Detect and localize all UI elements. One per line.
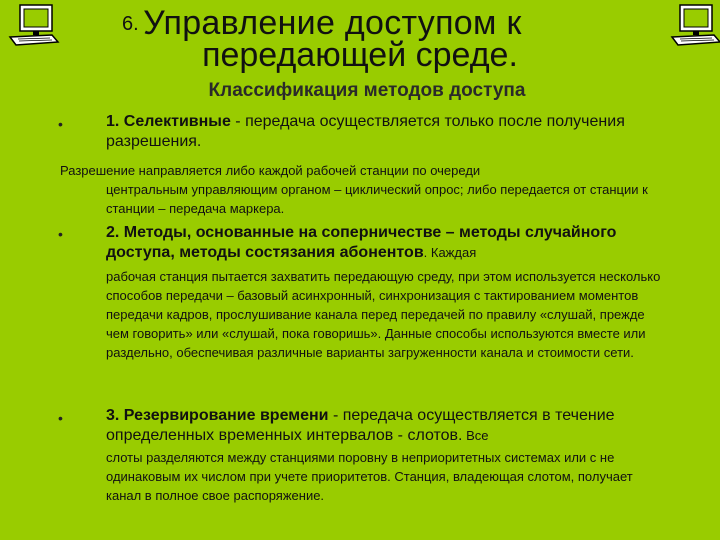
item-text: передача осуществляется только после получения разрешения. <box>106 113 625 150</box>
item-tail: . Каждая <box>423 245 477 260</box>
paragraph-lead: Разрешение направляется либо каждой рабочей станции по очереди <box>60 163 481 178</box>
paragraph-permission <box>62 161 662 218</box>
title-line-2: передающей среде. <box>202 36 518 74</box>
item-separator: - <box>328 407 343 424</box>
item-lead <box>106 223 666 263</box>
list-item-contention <box>106 223 666 362</box>
bullet: • <box>58 116 63 132</box>
item-title: 3. Резервирование времени <box>106 407 329 424</box>
paragraph-rest: центральным управляющим органом – циклический опрос; либо передается от станции к станции – передача маркера. <box>106 182 648 216</box>
item-title: 2. Методы, основанные на соперничестве – методы случайного доступа, методы состязания абонентов <box>106 224 617 261</box>
item-separator: - <box>230 113 246 130</box>
item-text: передача осуществляется в течение определенных временных интервалов - слотов. <box>106 407 615 444</box>
section-number: 6. <box>122 13 139 35</box>
bullet: • <box>58 410 63 426</box>
list-item-selective <box>106 112 686 152</box>
item-lead <box>106 406 666 446</box>
item-title: 1. Селективные <box>106 113 231 130</box>
title-line-1: Управление доступом к <box>143 4 522 42</box>
bullet: • <box>58 226 63 242</box>
item-text: рабочая станция пытается захватить передающую среду, при этом используется несколько способов передачи – базовый асинхронный, синхронизация с тактированием моментов передачи кадров, прослушивание канала перед передачей по правилу «слушай, прежде чем говорить» или «слушай, пока говоришь». Данные способы используются вместе или раздельно, обеспечивая различные варианты загруженности канала и стоимости сети. <box>106 269 661 360</box>
item-details: слоты разделяются между станциями поровну в неприоритетных системах или с не одинаковым их числом при учете приоритетов. Станция, владеющая слотом, получает канал в полное свое распоряжение. <box>106 450 633 503</box>
item-tail: Все <box>462 428 489 443</box>
list-item-time-reservation <box>106 406 666 505</box>
subtitle: Классификация методов доступа <box>208 80 526 101</box>
